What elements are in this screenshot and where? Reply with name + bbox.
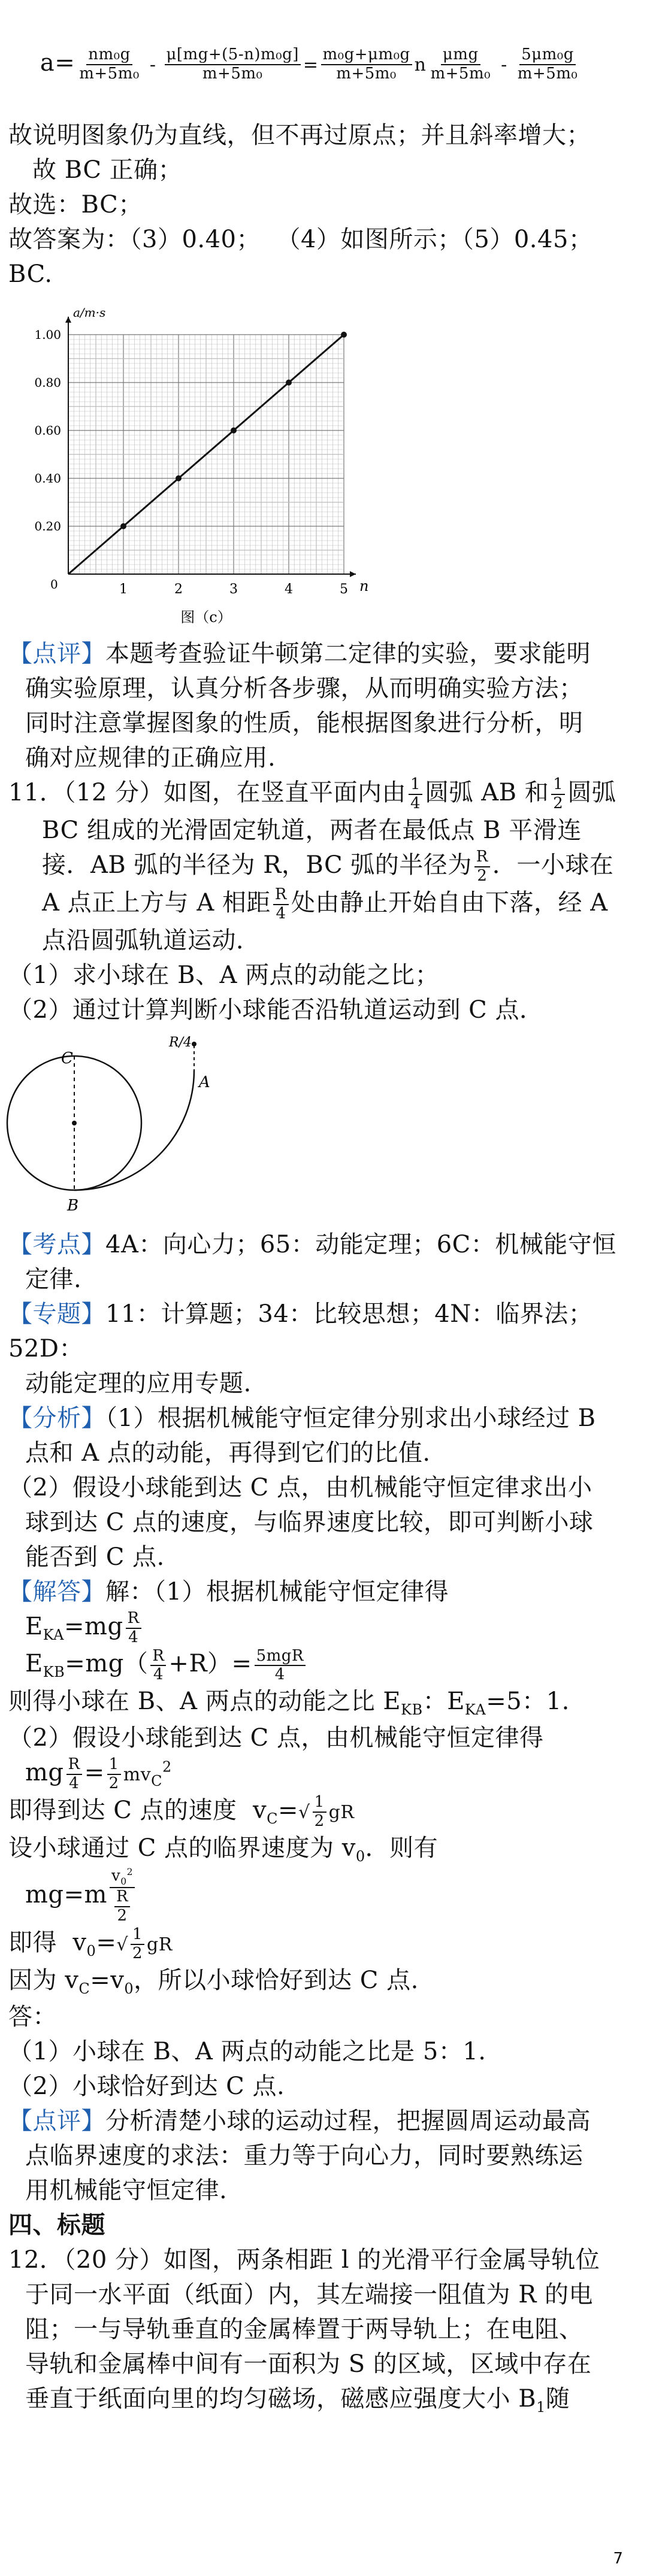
fraction: $\frac{R}{4}$ xyxy=(150,1647,166,1685)
review2-tag: 【点评】 xyxy=(8,2107,105,2135)
y-tick-label: 0.20 xyxy=(34,518,61,533)
fenxi-tag: 【分析】 xyxy=(8,1404,105,1432)
text-line: 动能定理的应用专题. xyxy=(25,1369,252,1397)
text-line: 故说明图象仍为直线，但不再过原点；并且斜率增大； xyxy=(8,121,591,149)
text-line: 点和 A 点的动能，再得到它们的比值. xyxy=(25,1439,431,1467)
label-b: B xyxy=(67,1196,79,1215)
equation-energy: mg $\frac{R}{4}$ = $\frac{1}{2}$ $mv_C^2$ xyxy=(25,1755,172,1793)
review-tag: 【点评】 xyxy=(8,639,105,667)
track-diagram-svg xyxy=(8,1033,236,1225)
text-line: 确实验原理，认真分析各步骤，从而明确实验方法； xyxy=(25,674,583,702)
formula-acceleration: a= $\frac{\text{nm₀g}}{\text{m+5m₀}}$ - $\frac{\text{μ[mg+(5-n)m₀g]}}{\text{m+5m₀}}$ = $\frac{\text{m₀g+μm₀g}}{\text{m+5m₀}}$ n $\frac{\text{μmg}}{\text{m+5m₀}}$ - $\frac{\text{5μm₀g}}{\text{m+5m₀}}$ xyxy=(8,11,631,118)
text-line: 垂直于纸面向里的均匀磁场，磁感应强度大小 $B_1$随 xyxy=(25,2384,570,2416)
label-r4: R/4 xyxy=(169,1034,192,1050)
text-line: （2）小球恰好到达 C 点. xyxy=(8,2072,285,2100)
question-12-line: 12．（20 分）如图，两条相距 l 的光滑平行金属导轨位 xyxy=(8,2246,600,2274)
data-point xyxy=(231,427,237,433)
text-line: 因为 $v_C=v_0$，所以小球恰好到达 C 点. xyxy=(8,1967,419,1998)
y-tick-label: 0.80 xyxy=(34,375,61,390)
x-tick-label: 2 xyxy=(174,581,183,597)
y-tick-label: 0.60 xyxy=(34,423,61,438)
text-line: 用机械能守恒定律. xyxy=(25,2176,228,2204)
sqrt-symbol: √ xyxy=(298,1802,310,1823)
x-tick-label: 1 xyxy=(119,581,128,597)
chart-svg xyxy=(20,299,369,634)
text-line: 答： xyxy=(8,2002,57,2031)
fraction: $\frac{R}{4}$ xyxy=(273,886,289,923)
text-line: 确对应规律的正确应用. xyxy=(25,744,276,772)
fraction: $\frac{\text{5μm₀g}}{\text{m+5m₀}}$ xyxy=(517,45,578,83)
x-axis-label: n xyxy=(359,577,369,594)
fraction: $\frac{1}{2}$ xyxy=(551,776,565,813)
track-diagram xyxy=(8,1033,631,1227)
origin-label: 0 xyxy=(50,577,58,591)
question-11-line: 11．（12 分）如图，在竖直平面内由 $\frac{1}{4}$ 圆弧 AB 和 $\frac{1}{2}$ 圆弧 xyxy=(8,775,616,812)
fraction: $\frac{1}{2}$ xyxy=(131,1926,144,1963)
review-paragraph: 【点评】本题考查验证牛顿第二定律的实验，要求能明 xyxy=(8,639,591,667)
fraction: $\frac{\text{nm₀g}}{\text{m+5m₀}}$ xyxy=(79,45,140,83)
text-line: BC. xyxy=(8,260,53,288)
jieda-tag: 【解答】 xyxy=(8,1577,105,1606)
text-line: A 点正上方与 A 相距 $\frac{R}{4}$ 处由静止开始自由下落，经 A xyxy=(42,885,608,923)
data-point xyxy=(341,332,347,338)
fraction: $\frac{R}{2}$ xyxy=(114,1888,130,1925)
text-line: 接．AB 弧的半径为 R，BC 弧的半径为 $\frac{R}{2}$ ．一小球在 xyxy=(42,847,614,885)
zhuanti-paragraph: 【专题】11：计算题；34：比较思想；4N：临界法；52D： xyxy=(8,1300,593,1363)
text-line: 点临界速度的求法：重力等于向心力，同时要熟练运 xyxy=(25,2141,583,2170)
text-line: 故 BC 正确； xyxy=(32,156,183,184)
ab-arc xyxy=(74,1070,194,1190)
text-line: 导轨和金属棒中间有一面积为 S 的区域，区域中存在 xyxy=(25,2350,592,2378)
text-line: 球到达 C 点的速度，与临界速度比较，即可判断小球 xyxy=(25,1508,594,1536)
text-line: （1）求小球在 B、A 两点的动能之比； xyxy=(8,961,440,989)
jieda-paragraph: 【解答】解：（1）根据机械能守恒定律得 xyxy=(8,1577,449,1606)
fraction: $\frac{1}{2}$ xyxy=(313,1794,326,1831)
text-line: 能否到 C 点. xyxy=(25,1543,165,1571)
kaodian-tag: 【考点】 xyxy=(8,1230,105,1258)
fraction: $\frac{R}{4}$ xyxy=(126,1610,141,1647)
label-c: C xyxy=(61,1049,73,1067)
fraction: $\frac{\text{μmg}}{\text{m+5m₀}}$ xyxy=(430,45,491,83)
text-line: 定律. xyxy=(25,1265,82,1293)
chart-figure-c xyxy=(20,299,631,636)
y-axis-arrow xyxy=(65,317,71,323)
formula-prefix: a= xyxy=(40,49,75,77)
text-line: 即得 $v_0=√$ $\frac{1}{2}$ gR xyxy=(8,1925,173,1963)
ball-dot xyxy=(192,1042,196,1046)
text-line: 即得到达 C 点的速度 $v_C=√$ $\frac{1}{2}$ gR xyxy=(8,1793,355,1831)
text-line: 点沿圆弧轨道运动． xyxy=(42,926,261,954)
text-line: BC 组成的光滑固定轨道，两者在最低点 B 平滑连 xyxy=(42,816,582,844)
data-point xyxy=(286,380,292,386)
page-number: 7 xyxy=(613,2550,623,2568)
text-line: （2）假设小球能到达 C 点，由机械能守恒定律求出小 xyxy=(8,1473,592,1501)
text-line: 故选：BC； xyxy=(8,190,143,219)
section-title: 四、标题 xyxy=(8,2210,105,2239)
equation-critical: mg=m $\frac{v_0^2}{\frac{R}{2}}$ xyxy=(8,1867,631,1926)
fraction: $\frac{R}{2}$ xyxy=(474,848,490,885)
text-line: 故答案为：（3）0.40； （4）如图所示；（5）0.45； xyxy=(8,225,593,253)
y-axis-label: a/m·s xyxy=(73,305,106,320)
x-axis-arrow xyxy=(350,571,356,577)
fraction: $\frac{\text{μ[mg+(5-n)m₀g]}}{\text{m+5m₀}}$ xyxy=(165,46,301,83)
fraction: $\frac{\text{5mgR}}{4}$ xyxy=(255,1647,306,1685)
review2-paragraph: 【点评】分析清楚小球的运动过程，把握圆周运动最高 xyxy=(8,2107,591,2135)
equation-ekb: $E_{KB}=mg$（ $\frac{R}{4}$ +R）= $\frac{\text{5mgR}}{4}$ xyxy=(8,1646,631,1684)
label-a: A xyxy=(199,1073,210,1091)
fraction: $\frac{\text{m₀g+μm₀g}}{\text{m+5m₀}}$ xyxy=(321,46,412,83)
y-tick-label: 0.40 xyxy=(34,471,61,486)
text-line: （2）假设小球能到达 C 点，由机械能守恒定律得 xyxy=(8,1724,544,1752)
text-line: 则得小球在 B、A 两点的动能之比 $E_{KB}$：$E_{KA}=5$：1. xyxy=(8,1688,570,1719)
fraction: $\frac{1}{4}$ xyxy=(409,776,422,813)
text-line: 阻；一与导轨垂直的金属棒置于两导轨上；在电阻、 xyxy=(25,2315,583,2343)
text-line: （2）通过计算判断小球能否沿轨道运动到 C 点． xyxy=(8,996,544,1024)
x-tick-label: 5 xyxy=(340,581,348,597)
x-tick-label: 4 xyxy=(285,581,293,597)
fraction: $\frac{1}{2}$ xyxy=(107,1756,121,1793)
fraction: $\frac{R}{4}$ xyxy=(66,1756,82,1793)
sqrt-symbol: √ xyxy=(116,1934,128,1956)
center-dot xyxy=(72,1121,77,1125)
text-line: 同时注意掌握图象的性质，能根据图象进行分析，明 xyxy=(25,709,583,737)
x-tick-label: 3 xyxy=(229,581,238,597)
data-point xyxy=(120,523,126,529)
data-point xyxy=(176,475,182,481)
zhuanti-tag: 【专题】 xyxy=(8,1300,105,1328)
chart-caption: 图（c） xyxy=(180,608,232,626)
fenxi-paragraph: 【分析】（1）根据机械能守恒定律分别求出小球经过 B xyxy=(8,1404,596,1432)
y-tick-label: 1.00 xyxy=(34,327,61,342)
text-line: 于同一水平面（纸面）内，其左端接一阻值为 R 的电 xyxy=(25,2280,594,2308)
text-line: 设小球通过 C 点的临界速度为 $v_0$．则有 xyxy=(8,1834,439,1865)
fraction: $\frac{v_0^2}{\frac{R}{2}}$ xyxy=(110,1867,135,1926)
equation-eka: $E_{KA}=mg$ $\frac{R}{4}$ xyxy=(8,1609,631,1647)
kaodian-paragraph: 【考点】4A：向心力；65：动能定理；6C：机械能守恒 xyxy=(8,1230,616,1258)
text-line: （1）小球在 B、A 两点的动能之比是 5：1. xyxy=(8,2037,486,2065)
